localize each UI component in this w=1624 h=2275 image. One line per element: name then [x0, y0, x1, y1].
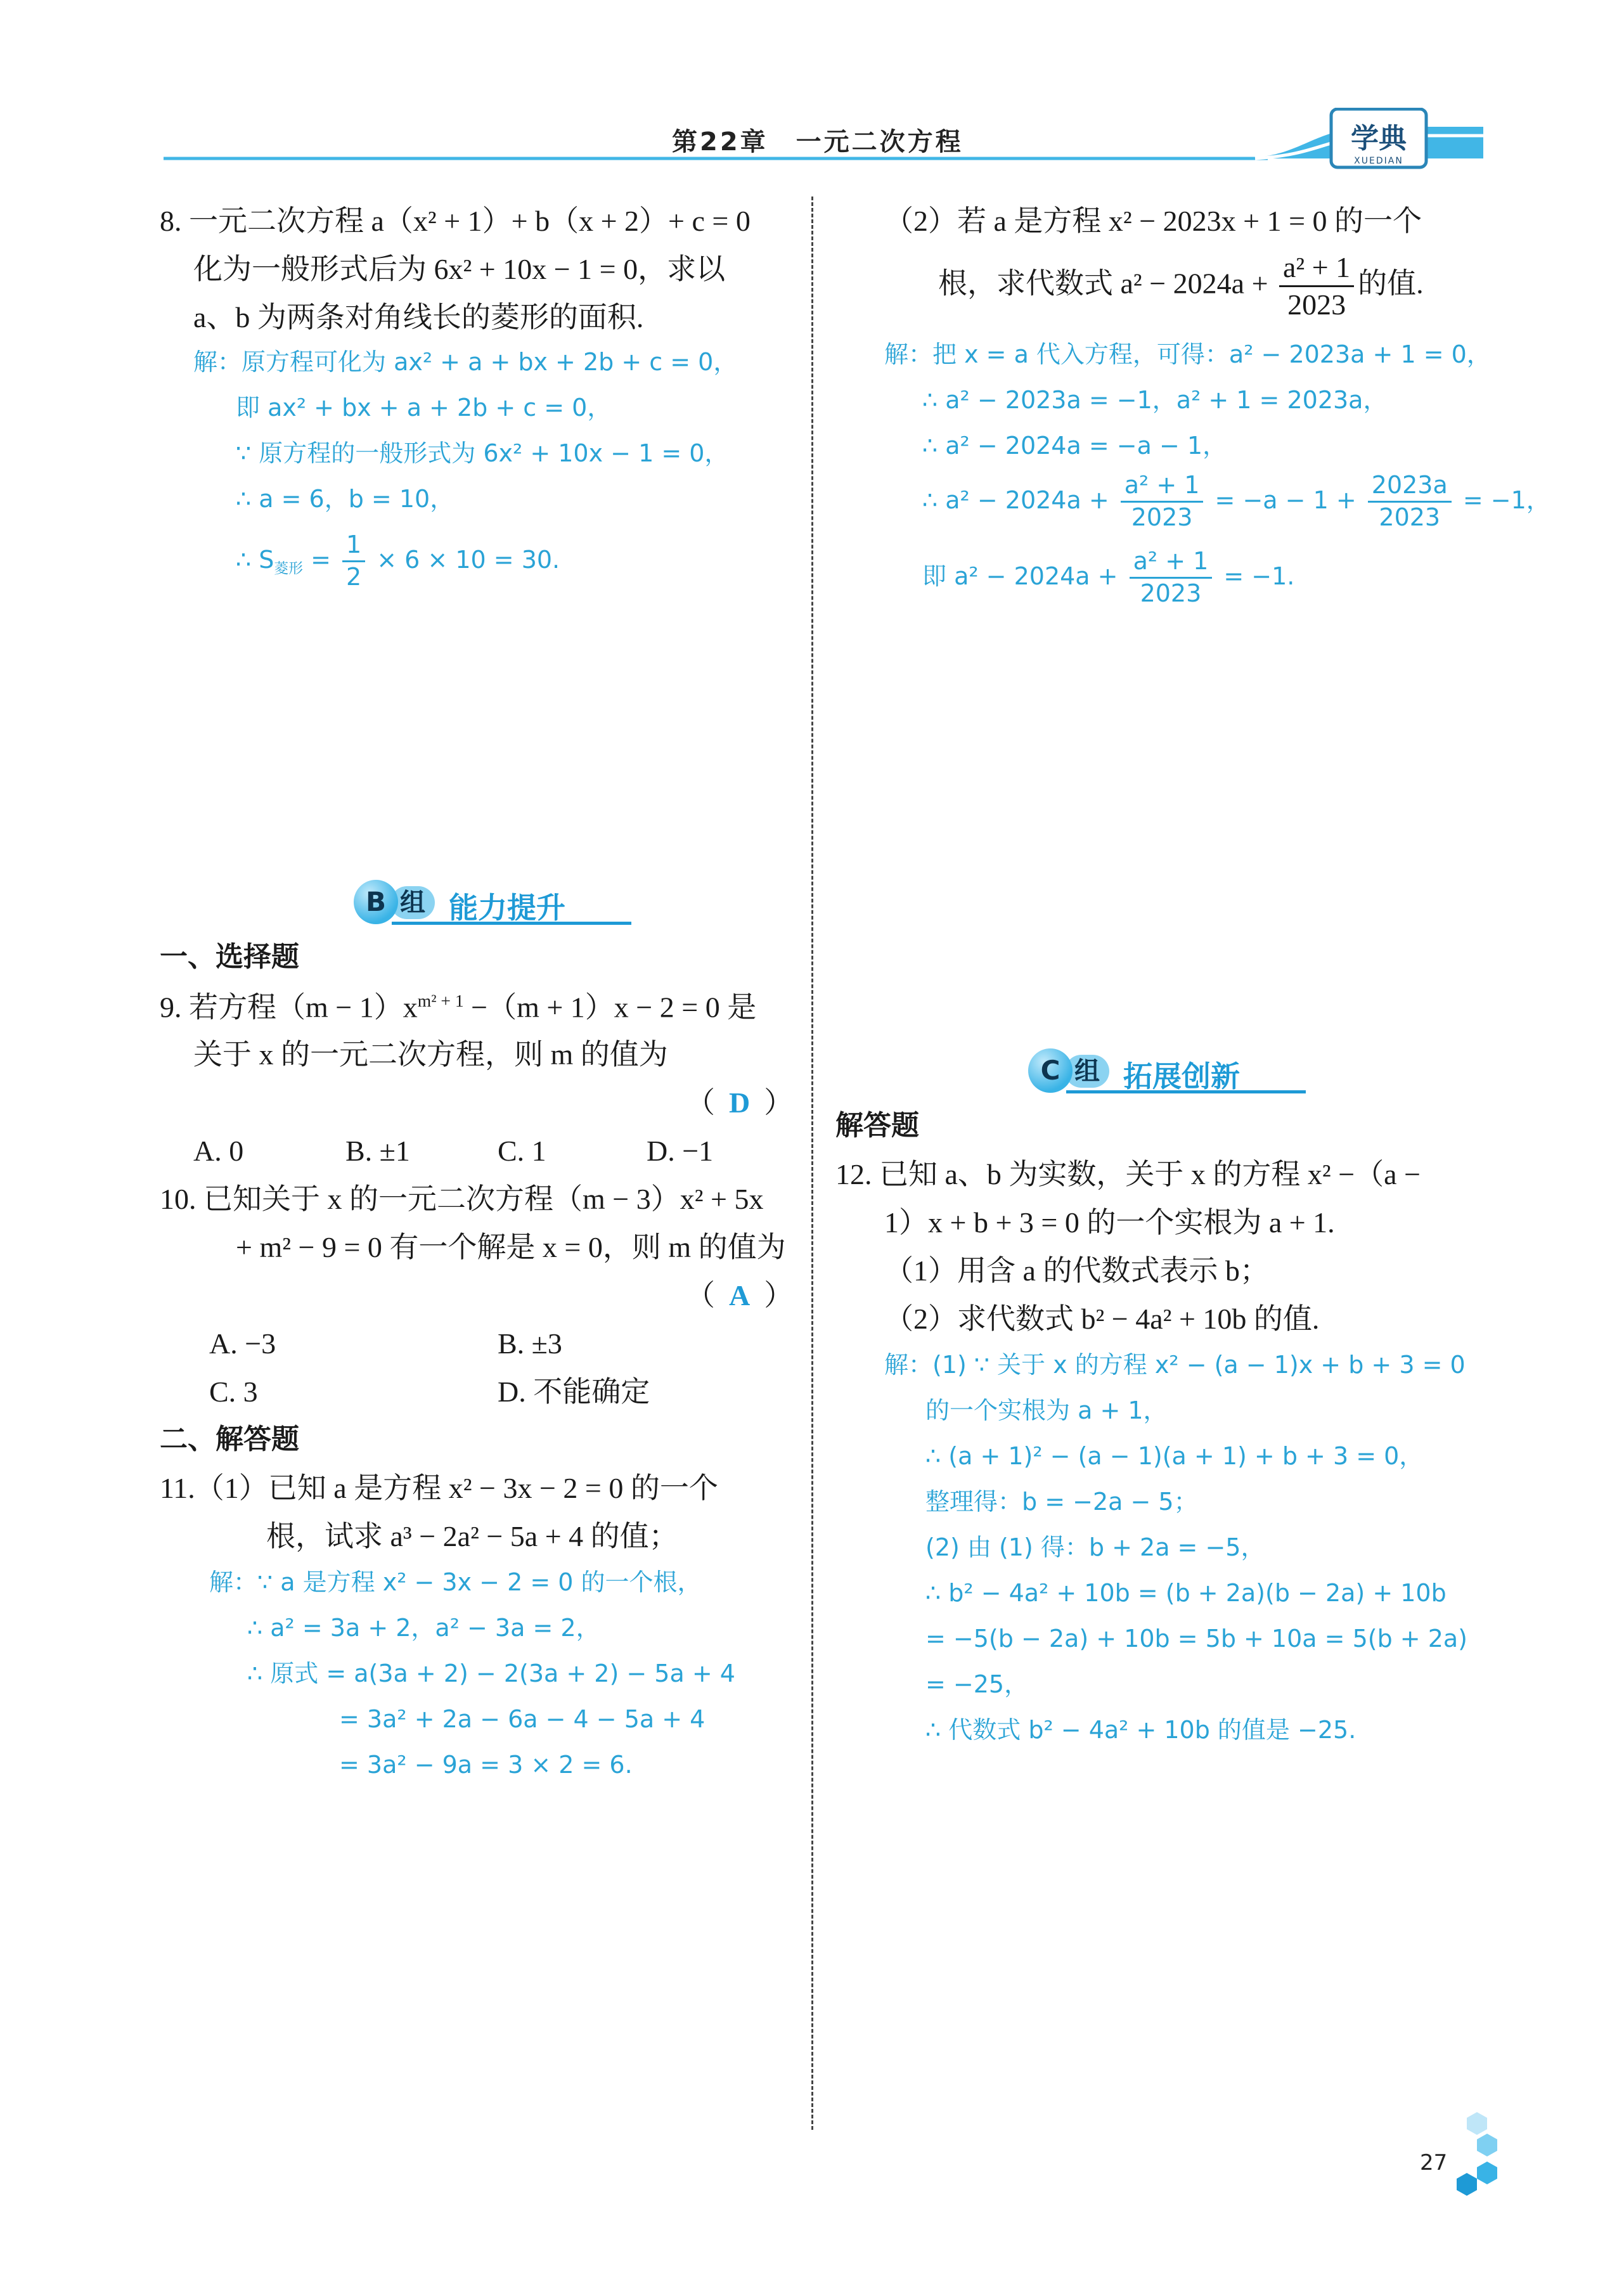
- q11b-s4-frac2: [1368, 473, 1452, 531]
- q11-line1: 11.（1）已知 a 是方程 x² − 3x − 2 = 0 的一个: [160, 1472, 718, 1504]
- q11b-s4-den1: 2023: [1131, 503, 1193, 531]
- page-number: 27: [1420, 2150, 1448, 2175]
- q10-line1: 10. 已知关于 x 的一元二次方程（m − 3）x² + 5x: [160, 1183, 764, 1215]
- q11b-line2: [938, 252, 1424, 321]
- group-b-title: 能力提升: [449, 891, 565, 925]
- q11b-l2-post: 的值.: [1358, 267, 1424, 300]
- q11b-s5-pre: 即 a² − 2024a +: [922, 562, 1126, 590]
- q12-line1: 12. 已知 a、b 为实数，关于 x 的方程 x² −（a −: [835, 1158, 1421, 1190]
- q9-answer-bracket: [686, 1088, 793, 1118]
- q11b-solution-3: ∴ a² − 2024a = −a − 1，: [922, 432, 1227, 460]
- q8-frac-num: 1: [342, 532, 365, 562]
- q8-s5-eq: =: [302, 545, 338, 574]
- q9-l1-post: −（m + 1）x − 2 = 0 是: [463, 991, 757, 1024]
- q10-answer: A: [729, 1279, 751, 1312]
- q10-option-a: A. −3: [209, 1327, 276, 1360]
- q11b-s4-den2: 2023: [1379, 503, 1441, 531]
- q10-paren-left: （: [686, 1279, 715, 1312]
- q12-line3: （1）用含 a 的代数式表示 b；: [884, 1254, 1269, 1287]
- group-c-title: 拓展创新: [1123, 1059, 1240, 1093]
- q11b-frac-num: a² + 1: [1279, 252, 1354, 287]
- q9-line2: 关于 x 的一元二次方程，则 m 的值为: [193, 1038, 668, 1071]
- q11b-solution-4: [922, 473, 1550, 531]
- q8-line2: 化为一般形式后为 6x² + 10x − 1 = 0，求以: [193, 253, 726, 285]
- q12-solution-6: ∴ b² − 4a² + 10b = (b + 2a)(b − 2a) + 10b: [925, 1579, 1447, 1607]
- q11-solution-5: = 3a² − 9a = 3 × 2 = 6.: [339, 1751, 633, 1779]
- section-c-heading: 解答题: [835, 1109, 919, 1142]
- q11b-solution-1: 解：把 x = a 代入方程，可得：a² − 2023a + 1 = 0，: [884, 340, 1491, 368]
- q9-line1: [160, 992, 756, 1022]
- q12-line4: （2）求代数式 b² − 4a² + 10b 的值.: [884, 1303, 1320, 1335]
- group-c-letter: C: [1028, 1048, 1073, 1093]
- q8-s5-pre: ∴ S: [236, 545, 274, 574]
- q12-solution-9: ∴ 代数式 b² − 4a² + 10b 的值是 −25.: [925, 1716, 1357, 1744]
- q9-answer: D: [729, 1086, 751, 1119]
- q8-s5-post: × 6 × 10 = 30.: [369, 545, 560, 574]
- q8-frac-den: 2: [345, 562, 362, 591]
- q11b-s4-frac1: [1121, 473, 1204, 531]
- q11b-s4-num1: a² + 1: [1121, 473, 1204, 503]
- q9-paren-right: ）: [764, 1086, 794, 1119]
- section-choice-heading: 一、选择题: [160, 941, 299, 973]
- q11b-solution-2: ∴ a² − 2023a = −1，a² + 1 = 2023a，: [922, 386, 1388, 414]
- q9-option-c: C. 1: [498, 1135, 546, 1167]
- q10-answer-bracket: [686, 1281, 793, 1310]
- q12-solution-5: (2) 由 (1) 得：b + 2a = −5，: [925, 1533, 1265, 1561]
- column-divider: [811, 197, 813, 2130]
- logo-subtext: XUEDIAN: [1354, 156, 1403, 166]
- q11b-line1: （2）若 a 是方程 x² − 2023x + 1 = 0 的一个: [884, 205, 1422, 237]
- q11b-solution-5: [922, 549, 1294, 607]
- hexagon-decoration: [1452, 2111, 1502, 2200]
- q11b-s4-mid: = −a − 1 +: [1207, 486, 1364, 514]
- q9-option-b: B. ±1: [345, 1135, 410, 1167]
- q8-solution-3: ∵ 原方程的一般形式为 6x² + 10x − 1 = 0，: [236, 439, 729, 467]
- section-answer-heading: 二、解答题: [160, 1423, 299, 1455]
- q11-solution-2: ∴ a² = 3a + 2，a² − 3a = 2，: [247, 1614, 600, 1642]
- group-b-zu: 组: [390, 886, 435, 919]
- q12-solution-7: = −5(b − 2a) + 10b = 5b + 10a = 5(b + 2a): [925, 1625, 1467, 1653]
- q10-option-c: C. 3: [209, 1376, 258, 1408]
- q11b-s5-den: 2023: [1140, 579, 1202, 607]
- q11b-s5-post: = −1.: [1216, 562, 1295, 590]
- q10-paren-right: ）: [764, 1279, 794, 1312]
- q11-line2: 根，试求 a³ − 2a² − 5a + 4 的值；: [266, 1520, 678, 1552]
- q12-solution-3: ∴ (a + 1)² − (a − 1)(a + 1) + b + 3 = 0，: [925, 1442, 1424, 1470]
- q11-solution-1: 解：∵ a 是方程 x² − 3x − 2 = 0 的一个根，: [209, 1568, 702, 1596]
- page-header: [0, 108, 1624, 177]
- q11b-s5-frac: [1130, 549, 1213, 607]
- q12-solution-2: 的一个实根为 a + 1，: [925, 1396, 1168, 1424]
- q8-fraction: [342, 532, 365, 590]
- q12-solution-8: = −25，: [925, 1670, 1029, 1698]
- q8-line3: a、b 为两条对角线长的菱形的面积.: [193, 301, 644, 333]
- q12-solution-1: 解：(1) ∵ 关于 x 的方程 x² − (a − 1)x + b + 3 = 0: [884, 1351, 1466, 1379]
- q11-solution-4: = 3a² + 2a − 6a − 4 − 5a + 4: [339, 1705, 706, 1733]
- q9-option-d: D. −1: [647, 1135, 714, 1167]
- q11b-s4-num2: 2023a: [1368, 473, 1452, 503]
- q8-line1: 8. 一元二次方程 a（x² + 1）+ b（x + 2）+ c = 0: [160, 205, 751, 237]
- q10-option-b: B. ±3: [498, 1327, 562, 1360]
- q12-solution-4: 整理得：b = −2a − 5；: [925, 1488, 1198, 1516]
- q9-paren-left: （: [686, 1086, 715, 1119]
- q11b-frac-den: 2023: [1287, 288, 1346, 321]
- q11b-l2-pre: 根，求代数式 a² − 2024a +: [938, 267, 1276, 300]
- q8-s5-sub: 菱形: [274, 560, 303, 577]
- group-b-letter: B: [354, 880, 398, 924]
- q8-solution-4: ∴ a = 6，b = 10，: [236, 485, 454, 513]
- q9-l1: 9. 若方程（m − 1）x: [160, 991, 418, 1024]
- q8-solution-5: [236, 532, 560, 590]
- chapter-title: 第22章 一元二次方程: [672, 127, 963, 157]
- q10-option-d: D. 不能确定: [498, 1376, 650, 1408]
- q12-line2: 1）x + b + 3 = 0 的一个实根为 a + 1.: [884, 1206, 1335, 1239]
- q11b-s4-post: = −1，: [1455, 486, 1550, 514]
- q8-solution-1: 解：原方程可化为 ax² + a + bx + 2b + c = 0，: [193, 348, 738, 376]
- q11b-s5-num: a² + 1: [1130, 549, 1213, 579]
- q9-exp: m² + 1: [417, 991, 464, 1010]
- logo-text: 学典: [1351, 122, 1407, 155]
- group-c-zu: 组: [1065, 1055, 1109, 1088]
- q8-solution-2: 即 ax² + bx + a + 2b + c = 0，: [236, 394, 612, 422]
- brand-logo: [1331, 110, 1426, 167]
- q11-solution-3: ∴ 原式 = a(3a + 2) − 2(3a + 2) − 5a + 4: [247, 1660, 735, 1687]
- q10-line2: + m² − 9 = 0 有一个解是 x = 0，则 m 的值为: [236, 1231, 786, 1263]
- q9-option-a: A. 0: [193, 1135, 244, 1167]
- q11b-fraction: [1279, 252, 1354, 321]
- q11b-s4-pre: ∴ a² − 2024a +: [922, 486, 1117, 514]
